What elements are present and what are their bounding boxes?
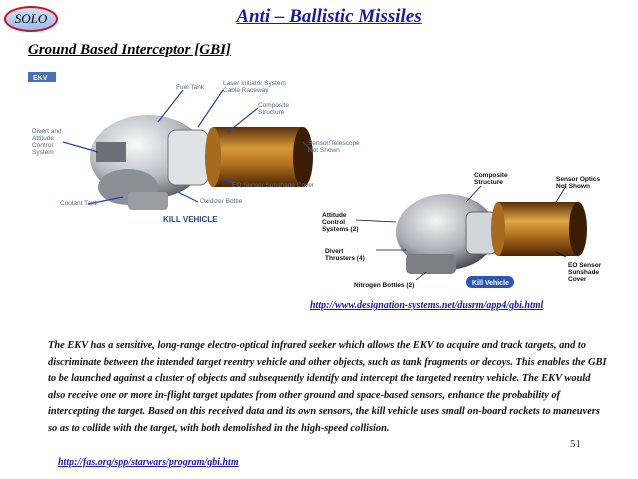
page-subtitle: Ground Based Interceptor [GBI] xyxy=(28,42,231,58)
label-eo-sunshade: EO Sensor Sunshade Cover xyxy=(232,182,315,189)
label2-eo-sensor: EO Sensor Sunshade Cover xyxy=(568,262,602,283)
label-coolant-tank: Coolant Tank xyxy=(60,200,98,207)
label-composite-structure: Composite Structure xyxy=(258,102,290,116)
label2-sensor-optics: Sensor Optics Not Shown xyxy=(556,176,601,190)
source-link-designation-systems[interactable]: http://www.designation-systems.net/dusrm/app4/gbi.html xyxy=(310,300,544,311)
solo-badge: SOLO xyxy=(4,6,58,32)
label2-nitrogen-bottles: Nitrogen Bottles (2) xyxy=(354,282,415,289)
label-oxidizer-bottle: Oxidizer Bottle xyxy=(200,198,243,205)
page-title: Anti – Ballistic Missiles xyxy=(236,6,422,27)
page-number: 51 xyxy=(570,438,581,450)
body-paragraph: The EKV has a sensitive, long-range electro-optical infrared seeker which allows the EKV to acquire and track targets, and to discriminate between the intended target reentry vehicle and other objects, such as tank fragments or decoys. This enables the GBI to be launched against a cluster of objects and subsequently identify and intercept the targeted reentry vehicle. The EKV would also receive one or more in-flight target updates from other ground and space-based sensors, enhance the probability of intercepting the target. Based on this received data and its own sensors, the kill vehicle uses small on-board rockets to maneuvers so as to collide with the target, with both demolished in the high-speed collision. xyxy=(48,340,607,434)
source-link-fas[interactable]: http://fas.org/spp/starwars/program/gbi.htm xyxy=(58,457,239,468)
ekv-tag: EKV xyxy=(33,75,48,82)
label-laser-initiator: Laser Initiator System Cable Raceway xyxy=(223,80,286,94)
kill-vehicle-badge: Kill Vehicle xyxy=(472,280,509,287)
kill-vehicle-diagram-1 xyxy=(28,72,338,242)
kill-vehicle-caption: KILL VEHICLE xyxy=(163,215,218,224)
kill-vehicle-diagram-2 xyxy=(316,172,610,294)
label-divert-attitude: Divert and Attitude Control System xyxy=(32,128,62,156)
label-fuel-tank: Fuel Tank xyxy=(176,84,205,91)
label-sensor-telescope: Sensor/Telescope Not Shown xyxy=(308,140,360,154)
label2-composite-structure: Composite Structure xyxy=(474,172,508,186)
label2-attitude-control: Attitude Control Systems (2) xyxy=(322,212,359,233)
label2-divert-thrusters: Divert Thrusters (4) xyxy=(325,248,365,262)
